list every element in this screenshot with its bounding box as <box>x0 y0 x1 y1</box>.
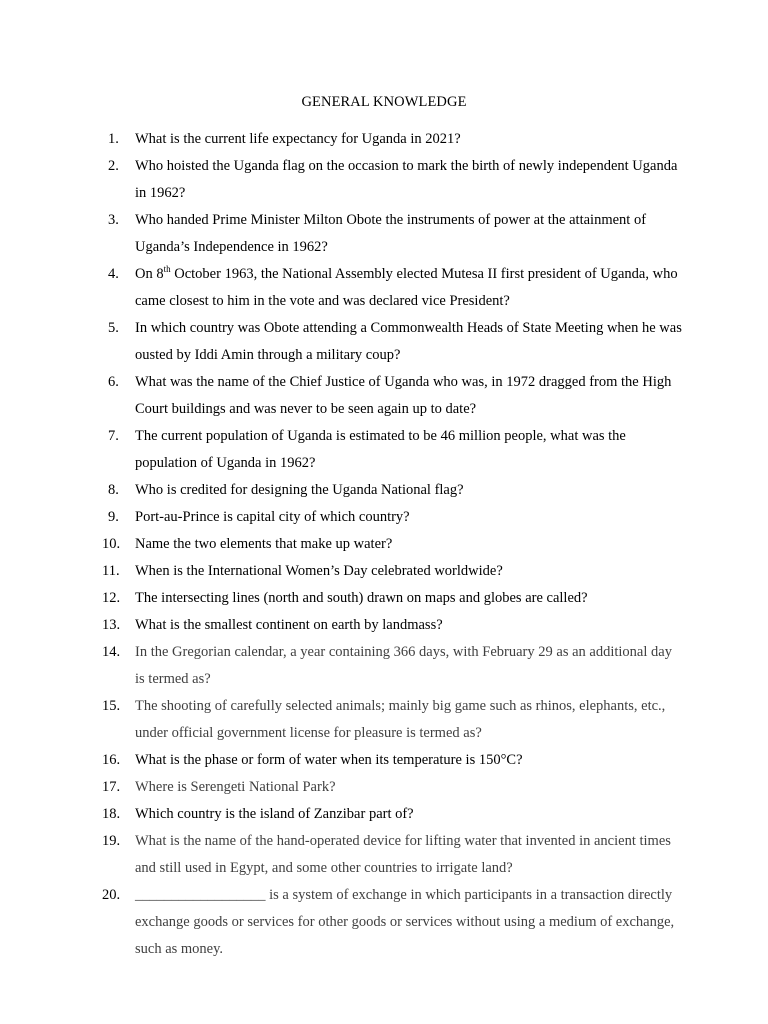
question-number: 16. <box>102 752 121 768</box>
question-text: Who is credited for designing the Uganda National flag? <box>135 482 464 498</box>
question-number: 14. <box>102 644 121 660</box>
question-number: 3. <box>108 212 119 228</box>
question-text: Which country is the island of Zanzibar part of? <box>135 806 414 822</box>
question-item <box>102 801 683 828</box>
question-text: In the Gregorian calendar, a year containing 366 days, with February 29 as an additional day is termed as? <box>135 644 672 687</box>
question-number: 20. <box>102 887 121 903</box>
question-text: When is the International Women’s Day celebrated worldwide? <box>135 563 503 579</box>
question-text: __________________ is a system of exchange in which participants in a transaction directly exchange goods or services for other goods or services without using a medium of exchange, such as money. <box>135 887 675 957</box>
question-number: 4. <box>108 266 119 282</box>
question-text: Who handed Prime Minister Milton Obote the instruments of power at the attainment of Uganda’s Independence in 1962? <box>135 212 647 255</box>
question-item <box>102 612 683 639</box>
question-number: 17. <box>102 779 121 795</box>
question-number: 12. <box>102 590 121 606</box>
question-number: 13. <box>102 617 121 633</box>
question-number: 19. <box>102 833 121 849</box>
question-item <box>102 882 683 963</box>
question-item <box>108 315 683 369</box>
question-number: 10. <box>102 536 121 552</box>
question-number: 6. <box>108 374 119 390</box>
question-item <box>108 423 683 477</box>
question-text: The current population of Uganda is estimated to be 46 million people, what was the population of Uganda in 1962? <box>135 428 626 471</box>
question-number: 2. <box>108 158 119 174</box>
question-text: What is the name of the hand-operated device for lifting water that invented in ancient times and still used in Egypt, and some other countries to irrigate land? <box>135 833 671 876</box>
question-item <box>102 693 683 747</box>
document-title: GENERAL KNOWLEDGE <box>301 94 467 110</box>
question-text: What is the phase or form of water when its temperature is 150°C? <box>135 752 523 768</box>
question-text: Port-au-Prince is capital city of which country? <box>135 509 410 525</box>
question-item <box>108 126 683 153</box>
question-text: Name the two elements that make up water? <box>135 536 393 552</box>
ordinal-superscript: th <box>163 264 171 275</box>
question-item <box>108 477 683 504</box>
question-number: 1. <box>108 131 119 147</box>
question-text: The intersecting lines (north and south) drawn on maps and globes are called? <box>135 590 588 606</box>
question-text: What is the smallest continent on earth by landmass? <box>135 617 443 633</box>
question-list <box>102 126 683 963</box>
question-item <box>102 774 683 801</box>
question-number: 15. <box>102 698 121 714</box>
question-item <box>108 504 683 531</box>
question-item <box>102 828 683 882</box>
question-item <box>102 531 683 558</box>
question-text: Who hoisted the Uganda flag on the occasion to mark the birth of newly independent Uganda in 1962? <box>135 158 678 201</box>
question-number: 7. <box>108 428 119 444</box>
question-item <box>108 153 683 207</box>
question-item <box>102 558 683 585</box>
question-text-rest: October 1963, the National Assembly elected Mutesa II first president of Uganda, who came closest to him in the vote and was declared vice President? <box>135 266 678 309</box>
question-number: 11. <box>102 563 120 579</box>
question-text: What is the current life expectancy for Uganda in 2021? <box>135 131 461 147</box>
question-number: 5. <box>108 320 119 336</box>
question-item <box>102 747 683 774</box>
question-number: 9. <box>108 509 119 525</box>
question-text: What was the name of the Chief Justice of Uganda who was, in 1972 dragged from the High Court buildings and was never to be seen again up to date? <box>135 374 672 417</box>
question-item <box>108 261 683 315</box>
question-text-start: On 8 <box>135 266 164 282</box>
question-item <box>108 369 683 423</box>
question-number: 8. <box>108 482 119 498</box>
question-item <box>102 585 683 612</box>
question-text <box>135 261 683 315</box>
question-text: In which country was Obote attending a Commonwealth Heads of State Meeting when he was ousted by Iddi Amin through a military coup? <box>135 320 682 363</box>
question-item <box>102 639 683 693</box>
question-text: The shooting of carefully selected animals; mainly big game such as rhinos, elephants, etc., under official government license for pleasure is termed as? <box>135 698 666 741</box>
question-number: 18. <box>102 806 121 822</box>
question-text: Where is Serengeti National Park? <box>135 779 336 795</box>
question-item <box>108 207 683 261</box>
